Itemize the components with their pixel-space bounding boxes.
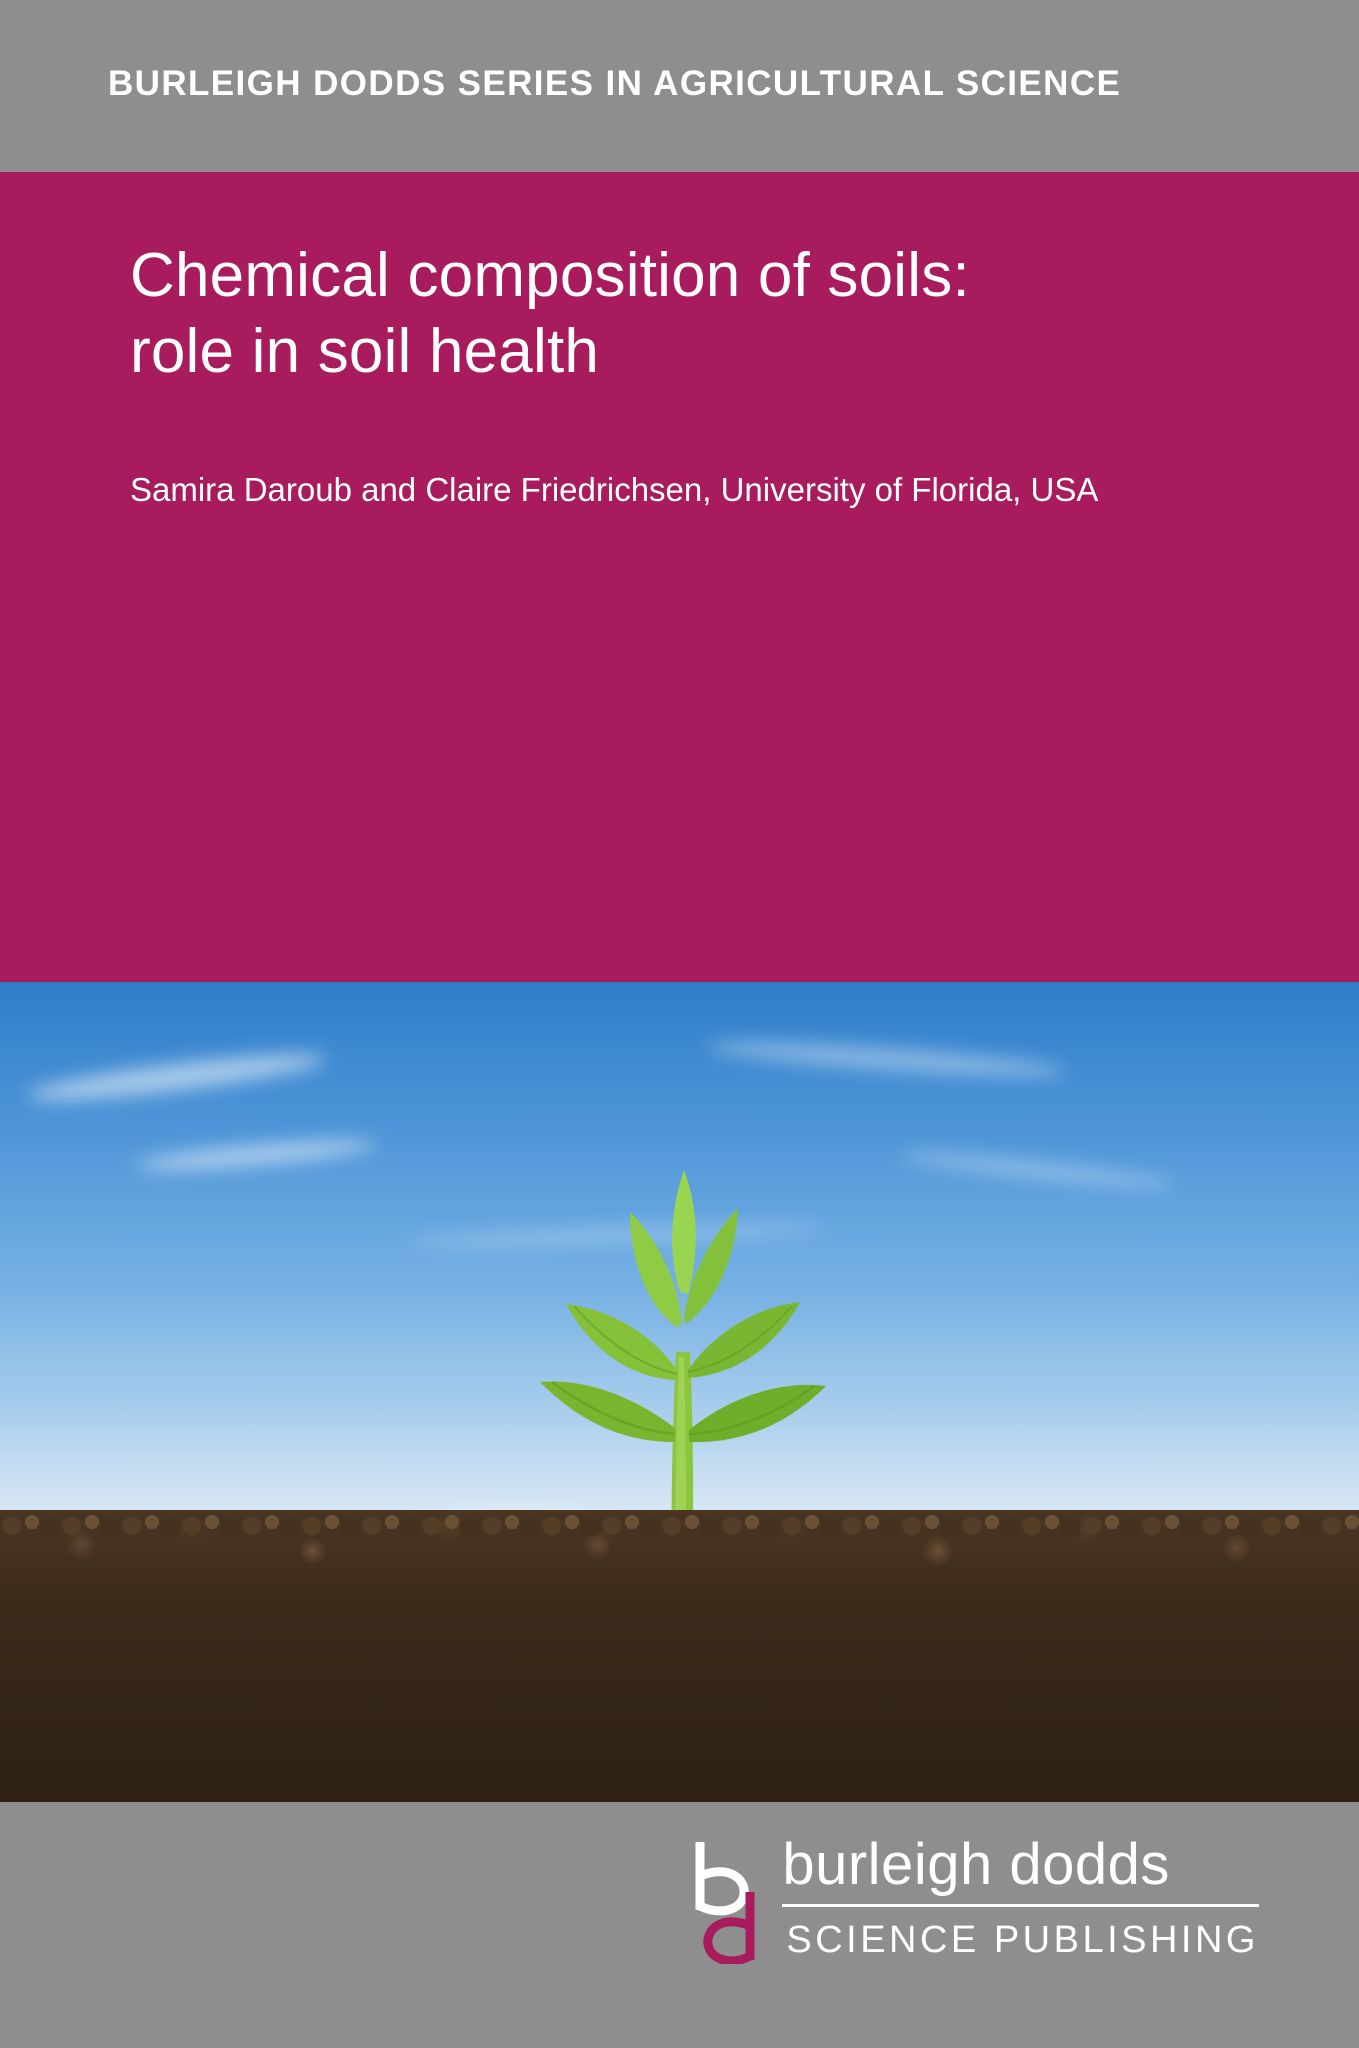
soil-layer [0,1510,1359,1802]
soil-crumbs [0,1492,1359,1552]
series-title: BURLEIGH DODDS SERIES IN AGRICULTURAL SCIENCE [108,64,1122,103]
bd-logo-icon [684,1836,768,1964]
title-block-inner [0,172,1359,514]
publisher-logo [684,1832,1259,1964]
series-banner [0,0,1359,172]
bd-monogram-icon [684,1836,768,1964]
publisher-tagline: SCIENCE PUBLISHING [786,1919,1259,1961]
author-line: Samira Daroub and Claire Friedrichsen, University of Florida, USA [130,471,1099,509]
book-title-line-1: Chemical composition of soils: [130,241,970,310]
book-title-line-2: role in soil health [130,316,600,386]
cover-photo [0,982,1359,1802]
title-block [0,172,1359,982]
publisher-name: burleigh dodds [782,1836,1259,1907]
publisher-footer [0,1802,1359,2048]
publisher-wordmark [782,1832,1259,1962]
page-title [130,238,1239,389]
